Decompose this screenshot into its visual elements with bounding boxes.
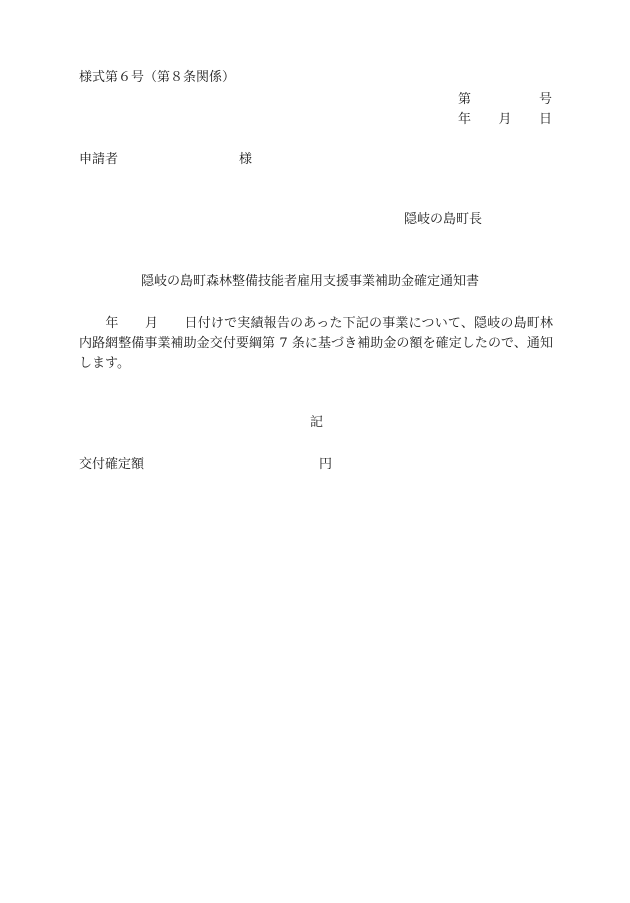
notice-body: 年 月 日付けで実績報告のあった下記の事業について、隠岐の島町林内路網整備事業補助金交付要綱第 7 条に基づき補助金の額を確定したので、通知します。: [79, 316, 553, 371]
document-date-field: [458, 113, 552, 126]
ki-heading: 記: [310, 415, 324, 430]
applicant-label: 申請者: [79, 152, 119, 167]
document-number-field: [458, 93, 552, 106]
document-title: 隠岐の島町森林整備技能者雇用支援事業補助金確定通知書: [141, 274, 480, 289]
amount-unit: 円: [319, 457, 333, 472]
date-day-label: 日: [538, 112, 552, 127]
document-number-prefix: 第: [458, 92, 472, 107]
form-number: 様式第６号（第８条関係）: [79, 70, 236, 85]
issuer-name: 隠岐の島町長: [404, 212, 483, 227]
confirmed-amount-label: 交付確定額: [79, 457, 145, 472]
document-number-suffix: 号: [538, 92, 552, 107]
applicant-honorific: 様: [239, 152, 253, 167]
date-month-label: 月: [498, 112, 512, 127]
date-year-label: 年: [458, 112, 472, 127]
